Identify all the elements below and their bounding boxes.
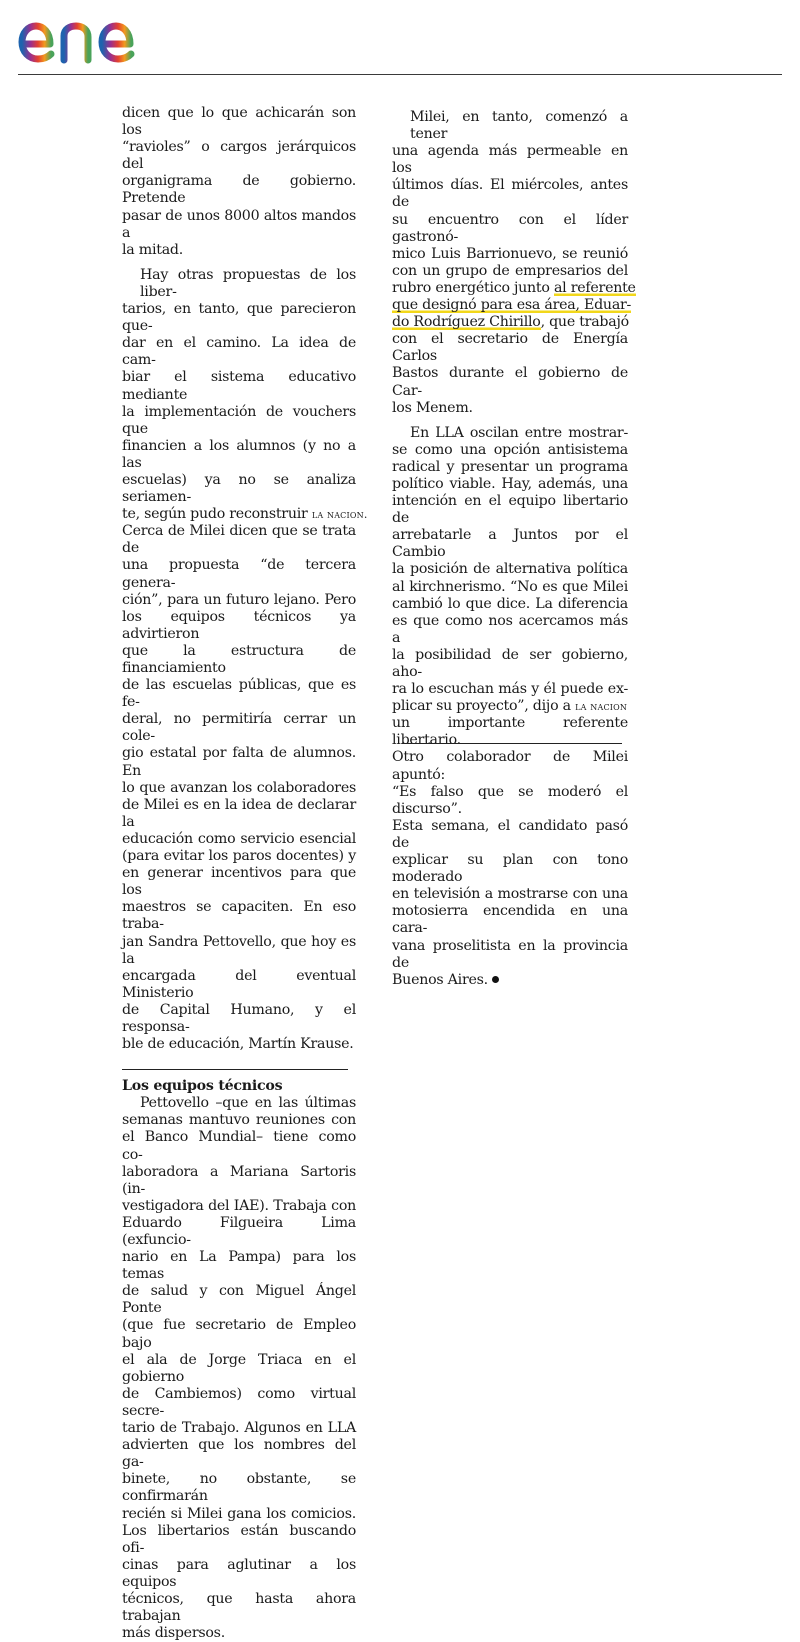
text-line: con un grupo de empresarios del bbox=[392, 262, 628, 279]
text-line: Eduardo Filgueira Lima (exfuncio- bbox=[122, 1214, 356, 1248]
text-line: advierten que los nombres del ga- bbox=[122, 1437, 356, 1471]
text-line: Milei, en tanto, comenzó a tener bbox=[410, 109, 628, 143]
text-line bbox=[392, 297, 632, 314]
text-line: pasar de unos 8000 altos mandos a bbox=[122, 207, 356, 241]
text-line: (para evitar los paros docentes) y bbox=[122, 848, 356, 865]
text-line: los equipos técnicos ya advirtieron bbox=[122, 608, 356, 642]
text-line: en generar incentivos para que los bbox=[122, 865, 356, 899]
text-fragment: plicar su proyecto”, dijo a bbox=[392, 698, 571, 715]
la-nacion-mark: la nacion. bbox=[311, 508, 368, 522]
text-line: deral, no permitiría cerrar un cole- bbox=[122, 711, 356, 745]
text-line: el Banco Mundial– tiene como co- bbox=[122, 1129, 356, 1163]
text-line: la posición de alternativa política bbox=[392, 561, 628, 578]
text-line: más dispersos. bbox=[122, 1625, 225, 1642]
la-nacion-mark: la nacion bbox=[575, 700, 628, 714]
text-line: de las escuelas públicas, que es fe- bbox=[122, 677, 356, 711]
text-line bbox=[122, 506, 368, 523]
highlighted-text: que designó para esa área, Eduar- bbox=[392, 297, 632, 314]
text-line: vestigadora del IAE). Trabaja con bbox=[122, 1197, 356, 1214]
text-line bbox=[392, 698, 628, 715]
text-line: explicar su plan con tono moderado bbox=[392, 852, 628, 886]
text-line: ble de educación, Martín Krause. bbox=[122, 1036, 354, 1053]
text-line: mico Luis Barrionuevo, se reunió bbox=[392, 245, 628, 262]
text-line: una agenda más permeable en los bbox=[392, 143, 628, 177]
article-column-right bbox=[392, 109, 636, 989]
text-line: encargada del eventual Ministerio bbox=[122, 967, 356, 1001]
text-line: su encuentro con el líder gastronó- bbox=[392, 211, 628, 245]
paragraph bbox=[122, 1095, 356, 1642]
text-line: cinas para aglutinar a los equipos bbox=[122, 1556, 356, 1590]
text-line: jan Sandra Pettovello, que hoy es la bbox=[122, 933, 356, 967]
text-fragment: Buenos Aires. bbox=[392, 971, 488, 988]
text-line: escuelas) ya no se analiza seriamen- bbox=[122, 471, 356, 506]
text-line: radical y presentar un programa bbox=[392, 458, 628, 475]
text-line: que la estructura de financiamiento bbox=[122, 642, 356, 676]
text-line: tarios, en tanto, que parecieron que- bbox=[122, 301, 356, 335]
text-line: político viable. Hay, además, una bbox=[392, 475, 628, 492]
text-line: al kirchnerismo. “No es que Milei bbox=[392, 578, 628, 595]
text-line: educación como servicio esencial bbox=[122, 830, 356, 847]
text-line: una propuesta “de tercera genera- bbox=[122, 557, 356, 591]
text-line: Bastos durante el gobierno de Car- bbox=[392, 365, 628, 399]
text-line: de Capital Humano, y el responsa- bbox=[122, 1001, 356, 1035]
text-line: gio estatal por falta de alumnos. En bbox=[122, 745, 356, 779]
text-line: técnicos, que hasta ahora trabajan bbox=[122, 1590, 356, 1625]
text-line: se como una opción antisistema bbox=[392, 441, 628, 458]
text-line: ción”, para un futuro lejano. Pero bbox=[122, 591, 356, 608]
text-line: Esta semana, el candidato pasó de bbox=[392, 817, 628, 851]
text-line: la mitad. bbox=[122, 241, 183, 258]
header-divider bbox=[18, 74, 782, 75]
text-line: laboradora a Mariana Sartoris (in- bbox=[122, 1163, 356, 1197]
text-line: motosierra encendida en una cara- bbox=[392, 903, 628, 937]
article-column-left bbox=[122, 105, 368, 1642]
section-subheading: Los equipos técnicos bbox=[122, 1078, 283, 1095]
text-line: nario en La Pampa) para los temas bbox=[122, 1249, 356, 1283]
text-line: tario de Trabajo. Algunos en LLA bbox=[122, 1420, 356, 1437]
text-fragment: rubro energético junto bbox=[392, 279, 550, 296]
text-line: un importante referente libertario. bbox=[392, 715, 628, 749]
text-line: vana proselitista en la provincia de bbox=[392, 937, 628, 971]
text-line bbox=[392, 314, 628, 331]
paragraph bbox=[392, 425, 628, 989]
text-line: lo que avanzan los colaboradores bbox=[122, 779, 356, 796]
text-line: la implementación de vouchers que bbox=[122, 403, 356, 437]
text-line: organigrama de gobierno. Pretende bbox=[122, 173, 356, 207]
text-line: Cerca de Milei dicen que se trata de bbox=[122, 523, 356, 557]
text-line: (que fue secretario de Empleo bajo bbox=[122, 1317, 356, 1351]
text-line: financien a los alumnos (y no a las bbox=[122, 437, 356, 471]
highlighted-text: al referente bbox=[553, 279, 636, 296]
text-line bbox=[392, 972, 628, 989]
text-line: de salud y con Miguel Ángel Ponte bbox=[122, 1283, 356, 1317]
end-of-article-bullet-icon bbox=[492, 976, 499, 983]
text-line: recién si Milei gana los comicios. bbox=[122, 1505, 356, 1522]
text-fragment: , que trabajó bbox=[540, 314, 629, 331]
highlighted-text: do Rodríguez Chirillo bbox=[392, 314, 541, 331]
text-line: arrebatarle a Juntos por el Cambio bbox=[392, 527, 628, 561]
enel-logo bbox=[16, 4, 184, 68]
text-line: Hay otras propuestas de los liber- bbox=[140, 266, 356, 300]
text-line: “Es falso que se moderó el discurso”. bbox=[392, 783, 628, 817]
text-line: dicen que lo que achicarán son los bbox=[122, 105, 356, 139]
text-line: Pettovello –que en las últimas bbox=[140, 1095, 356, 1112]
text-line: intención en el equipo libertario de bbox=[392, 493, 628, 527]
text-fragment: te, según pudo reconstruir bbox=[122, 506, 308, 523]
text-line: En LLA oscilan entre mostrar- bbox=[410, 424, 628, 441]
text-line: de Milei es en la idea de declarar la bbox=[122, 796, 356, 830]
paragraph bbox=[392, 109, 636, 417]
text-line: Los libertarios están buscando ofi- bbox=[122, 1522, 356, 1556]
text-line: últimos días. El miércoles, antes de bbox=[392, 177, 628, 211]
text-line bbox=[392, 279, 636, 297]
text-line: maestros se capaciten. En eso traba- bbox=[122, 899, 356, 933]
text-line: en televisión a mostrarse con una bbox=[392, 886, 628, 903]
page-header bbox=[0, 0, 800, 76]
text-line: es que como nos acercamos más a bbox=[392, 612, 628, 646]
text-line: binete, no obstante, se confirmarán bbox=[122, 1471, 356, 1505]
text-line: el ala de Jorge Triaca en el gobierno bbox=[122, 1351, 356, 1385]
paragraph bbox=[122, 266, 368, 1053]
column-end-rule bbox=[402, 743, 622, 744]
text-line: biar el sistema educativo mediante bbox=[122, 369, 356, 403]
text-line: los Menem. bbox=[392, 399, 473, 416]
paragraph bbox=[122, 105, 356, 259]
text-line: semanas mantuvo reuniones con bbox=[122, 1112, 356, 1129]
text-line: de Cambiemos) como virtual secre- bbox=[122, 1385, 356, 1419]
text-line: dar en el camino. La idea de cam- bbox=[122, 335, 356, 369]
column-end-rule bbox=[122, 1069, 348, 1070]
text-line: Otro colaborador de Milei apuntó: bbox=[392, 749, 628, 783]
text-line: “ravioles” o cargos jerárquicos del bbox=[122, 139, 356, 173]
text-line: con el secretario de Energía Carlos bbox=[392, 331, 628, 365]
text-line: la posibilidad de ser gobierno, aho- bbox=[392, 646, 628, 680]
text-line: ra lo escuchan más y él puede ex- bbox=[392, 681, 628, 698]
text-line: cambió lo que dice. La diferencia bbox=[392, 595, 628, 612]
